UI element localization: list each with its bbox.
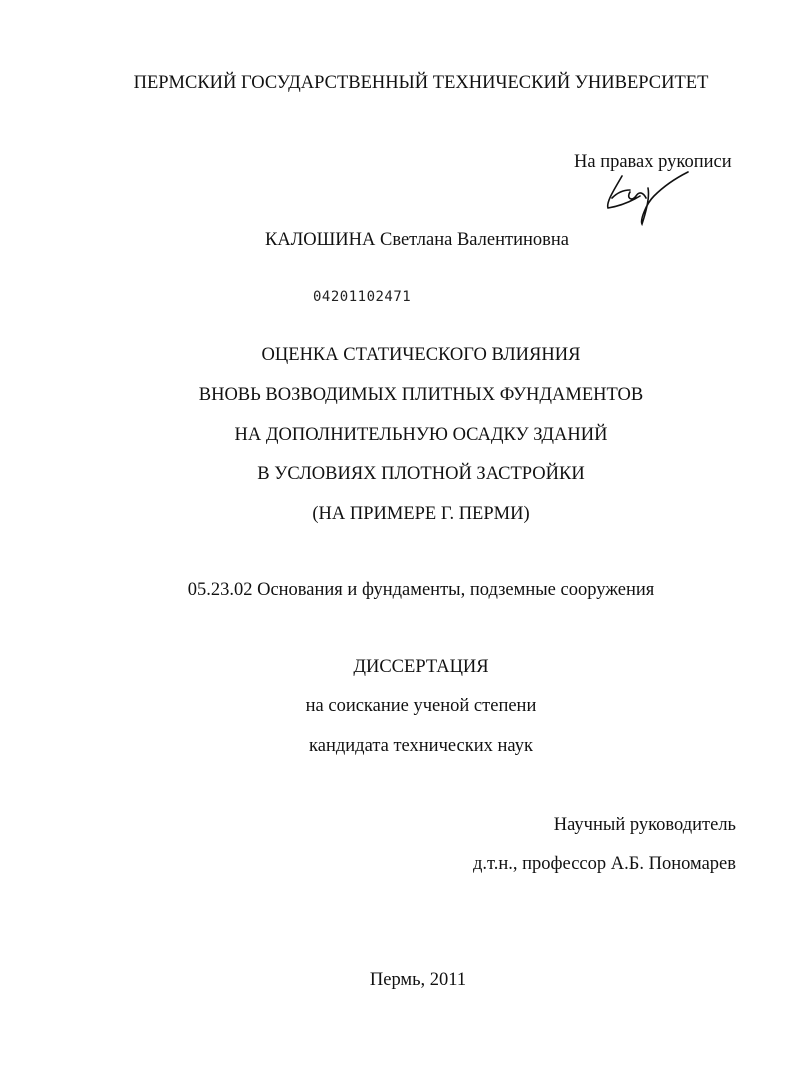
title-line: НА ДОПОЛНИТЕЛЬНУЮ ОСАДКУ ЗДАНИЙ [234, 425, 608, 445]
title-line: ОЦЕНКА СТАТИЧЕСКОГО ВЛИЯНИЯ [261, 345, 581, 365]
title-line: (НА ПРИМЕРЕ Г. ПЕРМИ) [312, 504, 530, 524]
degree-line-1: на соискание ученой степени [305, 696, 537, 716]
degree-line-2: кандидата технических наук [309, 736, 533, 756]
document-type: ДИССЕРТАЦИЯ [353, 657, 489, 677]
title-line: ВНОВЬ ВОЗВОДИМЫХ ПЛИТНЫХ ФУНДАМЕНТОВ [198, 385, 644, 405]
supervisor-name: д.т.н., профессор А.Б. Пономарев [473, 854, 736, 874]
title-line: В УСЛОВИЯХ ПЛОТНОЙ ЗАСТРОЙКИ [257, 464, 585, 484]
manuscript-rights: На правах рукописи [574, 152, 732, 172]
author-name: КАЛОШИНА Светлана Валентиновна [265, 230, 569, 250]
signature-image [600, 168, 695, 228]
registration-number: 04201102471 [313, 289, 412, 305]
specialty: 05.23.02 Основания и фундаменты, подземные сооружения [187, 580, 655, 600]
university-name: ПЕРМСКИЙ ГОСУДАРСТВЕННЫЙ ТЕХНИЧЕСКИЙ УНИВЕРСИТЕТ [133, 73, 709, 93]
place-year: Пермь, 2011 [369, 970, 467, 990]
supervisor-label: Научный руководитель [553, 815, 736, 835]
